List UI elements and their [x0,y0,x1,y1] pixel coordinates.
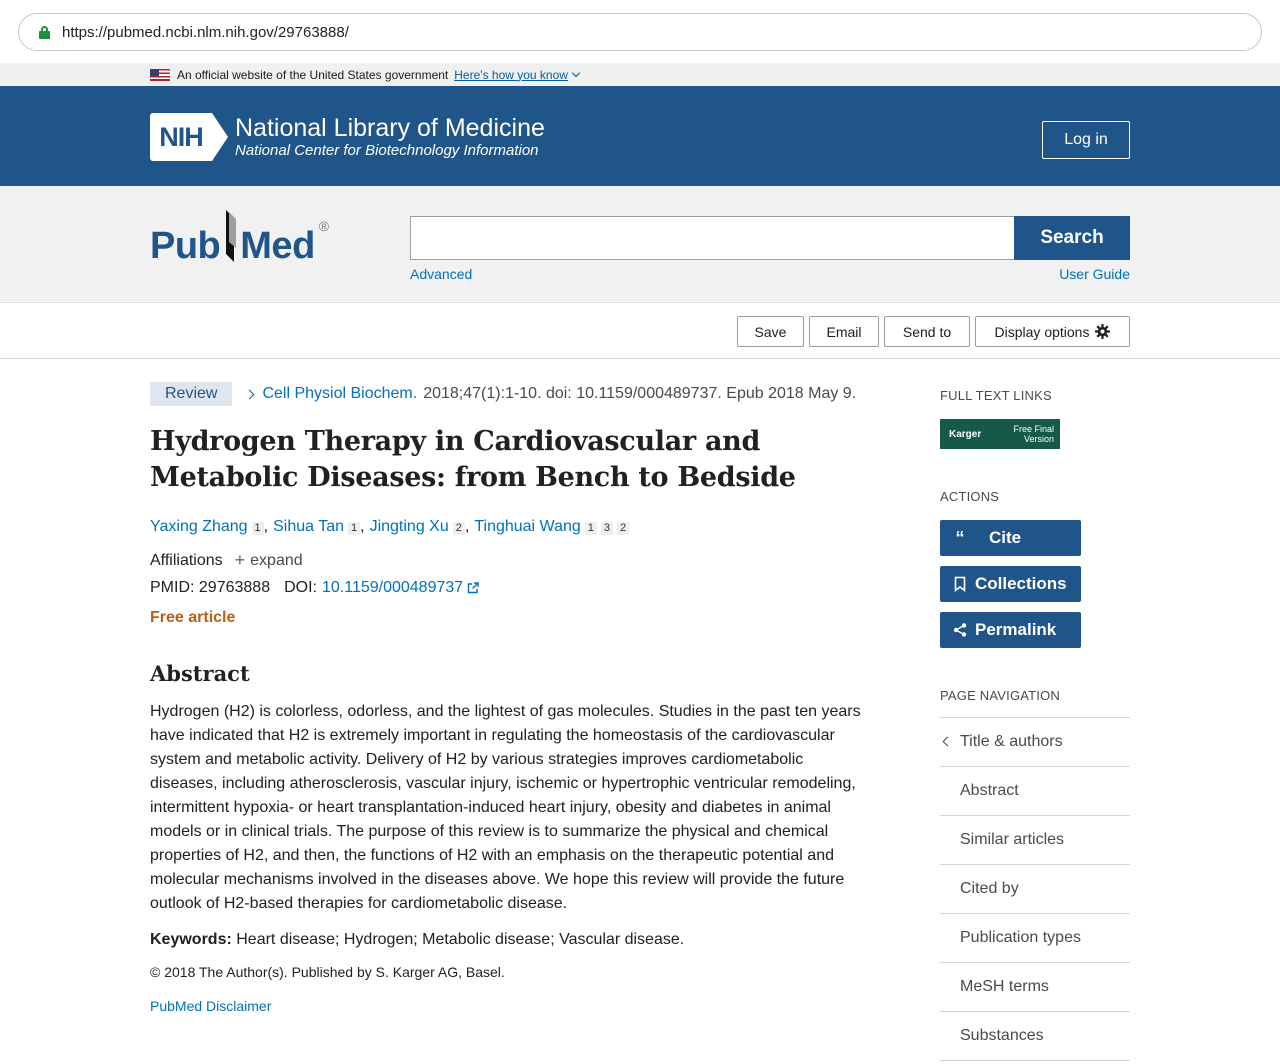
gear-icon [1095,324,1110,339]
doi-link[interactable]: 10.1159/000489737 [321,579,464,596]
nav-publication-types[interactable]: Publication types [940,914,1130,963]
free-article-label: Free article [150,609,236,626]
pubmed-disclaimer-link[interactable]: PubMed Disclaimer [150,998,272,1014]
nav-similar-articles[interactable]: Similar articles [940,816,1130,865]
abstract-heading: Abstract [150,661,250,686]
display-options-button[interactable]: Display options [975,316,1130,347]
affiliation-number[interactable]: 1 [348,522,360,535]
pubmed-logo[interactable]: Pub Med ® [150,212,329,268]
collections-button[interactable]: Collections [940,566,1081,602]
page-navigation [940,717,1130,1061]
save-button[interactable]: Save [737,316,804,347]
affiliations-row [150,550,862,571]
sidebar [940,388,1130,1061]
send-to-button[interactable]: Send to [884,316,970,347]
karger-logo: Karger [949,428,982,440]
quote-icon: “ [955,528,965,548]
copyright-text: © 2018 The Author(s). Published by S. Karger AG, Basel. [150,964,505,980]
nih-subtitle: National Center for Biotechnology Information [235,142,539,159]
heres-how-you-know-link[interactable]: Here's how you know [454,68,579,82]
review-badge: Review [150,382,232,406]
affiliation-number[interactable]: 1 [585,522,597,535]
url-text: https://pubmed.ncbi.nlm.nih.gov/29763888/ [62,23,349,41]
search-area [0,186,1280,303]
lock-icon [39,26,50,39]
plus-icon[interactable]: + [234,550,246,570]
user-guide-link[interactable]: User Guide [1059,266,1130,282]
citation-text: 2018;47(1):1-10. doi: 10.1159/000489737. Epub 2018 May 9. [423,385,857,402]
affiliation-number[interactable]: 1 [252,522,264,535]
author-link[interactable]: Sihua Tan [273,518,344,535]
nav-abstract[interactable]: Abstract [940,767,1130,816]
nih-logo[interactable] [150,113,545,161]
affiliation-number[interactable]: 2 [617,522,629,535]
doi-label: DOI: [284,579,317,596]
karger-full-text-link[interactable]: Karger Free Final Version [940,419,1060,449]
pmid-label: PMID: [150,579,195,596]
keywords: Keywords: Heart disease; Hydrogen; Metabolic disease; Vascular disease. [150,931,685,948]
chevron-down-icon [572,68,580,76]
browser-bar [0,0,1280,63]
share-icon [953,622,967,638]
gov-banner-text: An official website of the United States government [177,67,449,82]
affiliations-label: Affiliations [150,551,223,569]
nav-cited-by[interactable]: Cited by [940,865,1130,914]
nih-header [0,86,1280,186]
affiliation-number[interactable]: 2 [453,522,465,535]
permalink-button[interactable]: Permalink [940,612,1081,648]
actions-heading: ACTIONS [940,489,1000,504]
affiliation-number[interactable]: 3 [601,522,613,535]
article-meta [150,382,862,406]
us-flag-icon [150,69,170,81]
nav-mesh-terms[interactable]: MeSH terms [940,963,1130,1012]
nih-title: National Library of Medicine [235,114,545,142]
external-link-icon[interactable] [467,582,479,594]
author-list: Yaxing Zhang 1 , Sihua Tan 1 , Jingting Xu 2 , Tinghuai Wang 1 3 2 [150,518,862,536]
article-title: Hydrogen Therapy in Cardiovascular and Metabolic Diseases: from Bench to Bedside [150,426,796,493]
advanced-search-link[interactable]: Advanced [410,266,473,282]
full-text-links-heading: FULL TEXT LINKS [940,388,1052,403]
article-toolbar [0,303,1280,359]
search-input[interactable] [410,216,1014,260]
page-navigation-heading: PAGE NAVIGATION [940,688,1061,703]
nav-title-authors[interactable]: Title & authors [940,718,1130,767]
pmid-value: 29763888 [198,579,271,596]
gov-banner [0,63,1280,86]
url-bar[interactable] [18,13,1262,51]
login-button[interactable]: Log in [1042,121,1130,159]
author-link[interactable]: Yaxing Zhang [150,518,248,535]
identifiers-row [150,579,862,597]
journal-link[interactable]: Cell Physiol Biochem. [262,385,418,402]
expand-affiliations-button[interactable]: expand [250,551,303,569]
abstract-text: Hydrogen (H2) is colorless, odorless, and the lightest of gas molecules. Studies in the past ten years have indicated that H2 is extremely important in regulating the homeostasis of the cardiovascular system and metabolic activity. Delivery of H2 by various strategies improves cardiometabolic diseases, including atherosclerosis, vascular injury, ischemic or hypertrophic ventricular remodeling, intermittent hypoxia- or heart transplantation-induced heart injury, obesity and diabetes in animal models or in clinical trials. The purpose of this review is to summarize the physical and chemical properties of H2, and then, the functions of H2 with an emphasis on the therapeutic potential and molecular mechanisms involved in the diseases above. We hope this review will provide the future outlook of H2-based therapies for cardiometabolic disease. [150,703,861,912]
nav-substances[interactable]: Substances [940,1012,1130,1061]
search-button[interactable]: Search [1014,216,1130,260]
article-main [150,382,862,1014]
pubmed-logo-mark-icon [222,208,238,264]
chevron-left-icon [943,737,953,747]
bookmark-icon [953,576,967,592]
cite-button[interactable]: “ Cite [940,520,1081,556]
chevron-right-icon [245,389,255,399]
email-button[interactable]: Email [809,316,879,347]
author-link[interactable]: Tinghuai Wang [474,518,581,535]
author-link[interactable]: Jingting Xu [369,518,449,535]
nih-logo-mark: NIH [150,113,228,161]
